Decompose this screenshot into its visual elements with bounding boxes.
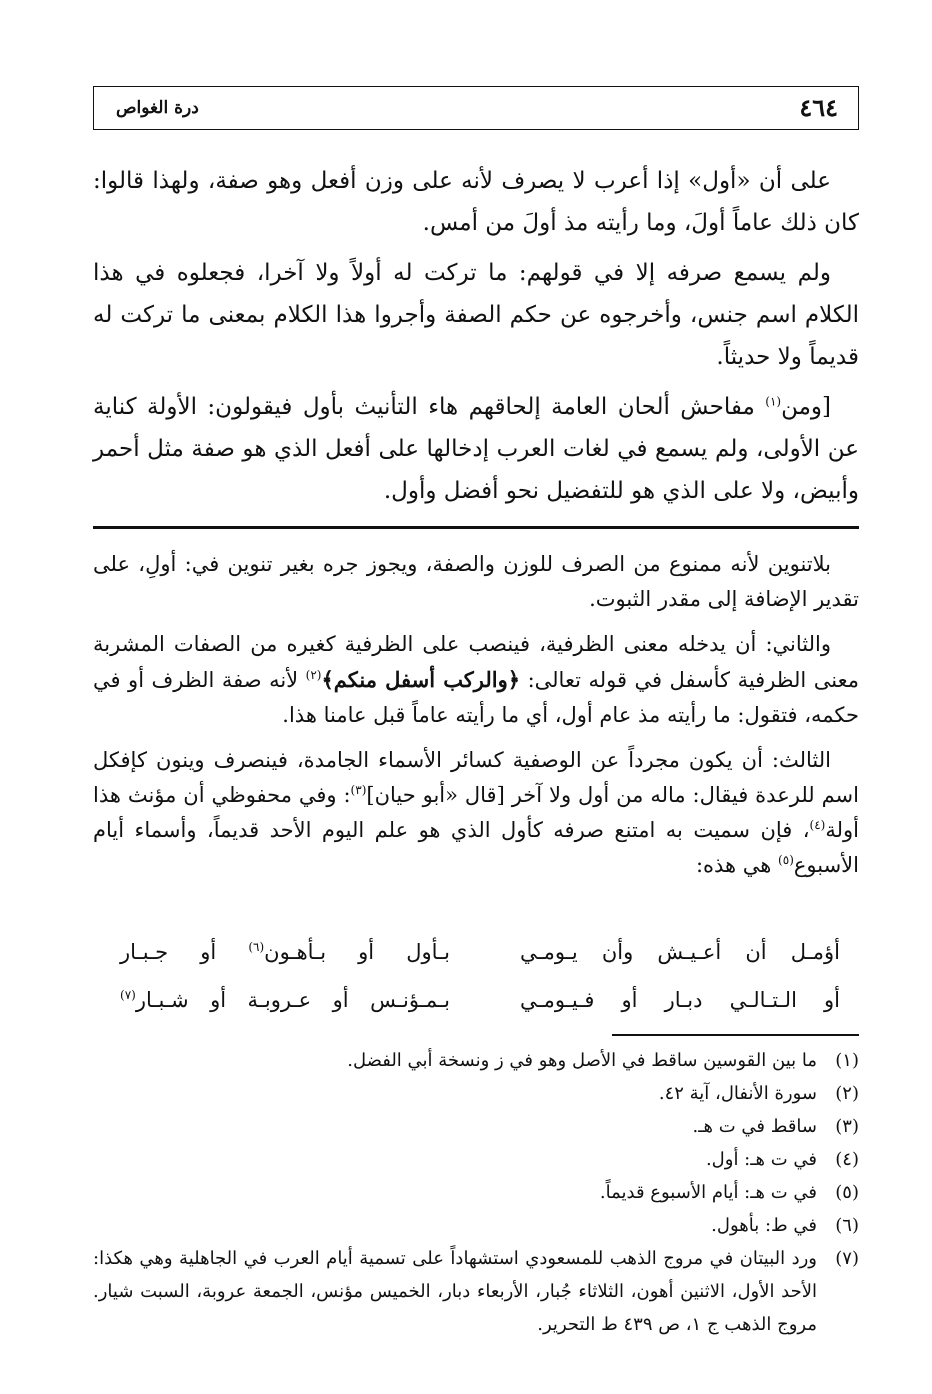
- commentary-paragraph-3-part-a: الثالث: أن يكون مجرداً عن الوصفية كسائر الأسماء الجامدة، فينصرف وينون كإفكل اسم للرعدة فيقال: ماله من أول ولا آخر [قال «أبو حيان]: [93, 748, 859, 807]
- footnote-number: (٤): [835, 1149, 859, 1170]
- main-paragraph-3-start: [ومن: [781, 394, 831, 420]
- main-text: [93, 160, 859, 512]
- footnote-ref-2: (٢): [305, 668, 322, 682]
- footnote-text: سورة الأنفال، آية ٤٢.: [658, 1083, 817, 1104]
- footnote-ref-7: (٧): [120, 988, 136, 1002]
- footnote-4: [93, 1143, 859, 1176]
- footnote-1: [93, 1044, 859, 1077]
- commentary-paragraph-2-rest: لأنه صفة الظرف أو في حكمه، فتقول: ما رأيته مذ عام أول، أي ما رأيته عاماً قبل عامنا هذا.: [93, 668, 859, 727]
- footnote-ref-4: (٤): [809, 818, 826, 832]
- footnote-number: (٣): [835, 1116, 859, 1137]
- footnote-2: [93, 1077, 859, 1110]
- footnote-6: [93, 1209, 859, 1242]
- verse-1-second-text: بـأول أو بـأهـون: [264, 940, 450, 964]
- footnote-5: [93, 1176, 859, 1209]
- main-paragraph-3: [93, 386, 859, 512]
- footnote-3: [93, 1110, 859, 1143]
- footnote-ref-5: (٥): [778, 853, 794, 867]
- footnote-text: في ت هـ: أول.: [705, 1149, 817, 1170]
- main-paragraph-3-rest: مفاحش ألحان العامة إلحاقهم هاء التأنيث بأول فيقولون: الأولة كناية عن الأولى، ولم يسمع في لغات العرب إدخالها على أفعل الذي هو صفة مثل أحمر وأبيض، ولا على الذي هو للتفضيل نحو أفضل وأول.: [93, 394, 859, 504]
- footnote-ref-1: (١): [765, 394, 782, 409]
- page-number: ٤٦٤: [799, 93, 838, 122]
- commentary-paragraph-2-start: والثاني: أن يدخله معنى الظرفية، فينصب على الظرفية كغيره من الصفات المشربة معنى الظرفية كأسفل في قوله تعالى:: [93, 632, 859, 692]
- footnote-text: ساقط في ت هـ.: [692, 1116, 817, 1137]
- footnotes: [93, 1044, 859, 1341]
- commentary-paragraph-3: [93, 743, 859, 883]
- verse-1-first-hemistich: أؤمـل أن أعـيـش وأن يـومـي: [520, 940, 840, 964]
- commentary-paragraph-3-part-c: ، فإن سميت به امتنع صرفه كأول الذي هو علم اليوم الأحد قديماً، وأسماء أيام الأسبوع: [93, 818, 859, 877]
- footnote-number: (١): [835, 1050, 859, 1071]
- running-title: درة الغواص: [116, 98, 199, 118]
- verse-2-second-text: بـمـؤنـس أو عـروبـة أو شـبـار: [135, 988, 450, 1012]
- section-divider: [93, 526, 859, 529]
- footnote-ref-3: (٣): [350, 783, 367, 797]
- footnote-text: ورد البيتان في مروج الذهب للمسعودي استشهاداً على تسمية أيام العرب في الجاهلية وهي هكذا: الأحد الأول، الاثنين أهون، الثلاثاء جُبار، الأربعاء دبار، الخميس مؤنس، الجمعة عروبة، السبت شيار. مروج الذهب ج ١، ص ٤٣٩ ط التحرير.: [93, 1248, 817, 1335]
- footnote-7: [93, 1242, 859, 1341]
- main-paragraph-1: على أن «أول» إذا أعرب لا يصرف لأنه على وزن أفعل وهو صفة، ولهذا قالوا: كان ذلك عاماً أولَ، وما رأيته مذ أولَ من أمس.: [93, 168, 859, 236]
- running-header: [93, 86, 859, 130]
- footnote-text: في ط: بأهول.: [711, 1215, 817, 1236]
- footnote-text: في ت هـ: أيام الأسبوع قديماً.: [599, 1182, 817, 1203]
- commentary-paragraph-3-part-d: هي هذه:: [695, 853, 779, 877]
- commentary-text: [93, 547, 859, 883]
- footnote-number: (٧): [835, 1248, 859, 1269]
- verse-2-second-hemistich: [120, 988, 450, 1012]
- commentary-paragraph-1: بلاتنوين لأنه ممنوع من الصرف للوزن والصفة، ويجوز جره بغير تنوين في: أولِ، على تقدير الإضافة إلى مقدر الثبوت.: [93, 552, 859, 611]
- footnote-number: (٦): [835, 1215, 859, 1236]
- quran-quote: ﴿والركب أسفل منكم﴾: [321, 667, 521, 692]
- footnote-separator: [612, 1034, 859, 1036]
- main-paragraph-2: ولم يسمع صرفه إلا في قولهم: ما تركت له أولاً ولا آخرا، فجعلوه في هذا الكلام اسم جنس، وأخرجوه عن حكم الصفة وأجروا هذا الكلام بمعنى ما تركت له قديماً ولا حديثاً.: [93, 260, 859, 370]
- verse-1-second-end: أو جـبـار: [120, 940, 249, 964]
- commentary-paragraph-3-part-b: : وفي محفوظي أن مؤنث هذا أولة: [93, 783, 859, 842]
- footnote-ref-6: (٦): [248, 940, 265, 954]
- commentary-paragraph-2: [93, 627, 859, 733]
- footnote-text: ما بين القوسين ساقط في الأصل وهو في ز ونسخة أبي الفضل.: [347, 1050, 817, 1071]
- footnote-number: (٢): [835, 1083, 859, 1104]
- verse-1-second-hemistich: [120, 940, 450, 964]
- verse-2-first-hemistich: أو الـتـالـي دبـار أو فـيـومـي: [520, 988, 840, 1012]
- footnote-number: (٥): [835, 1182, 859, 1203]
